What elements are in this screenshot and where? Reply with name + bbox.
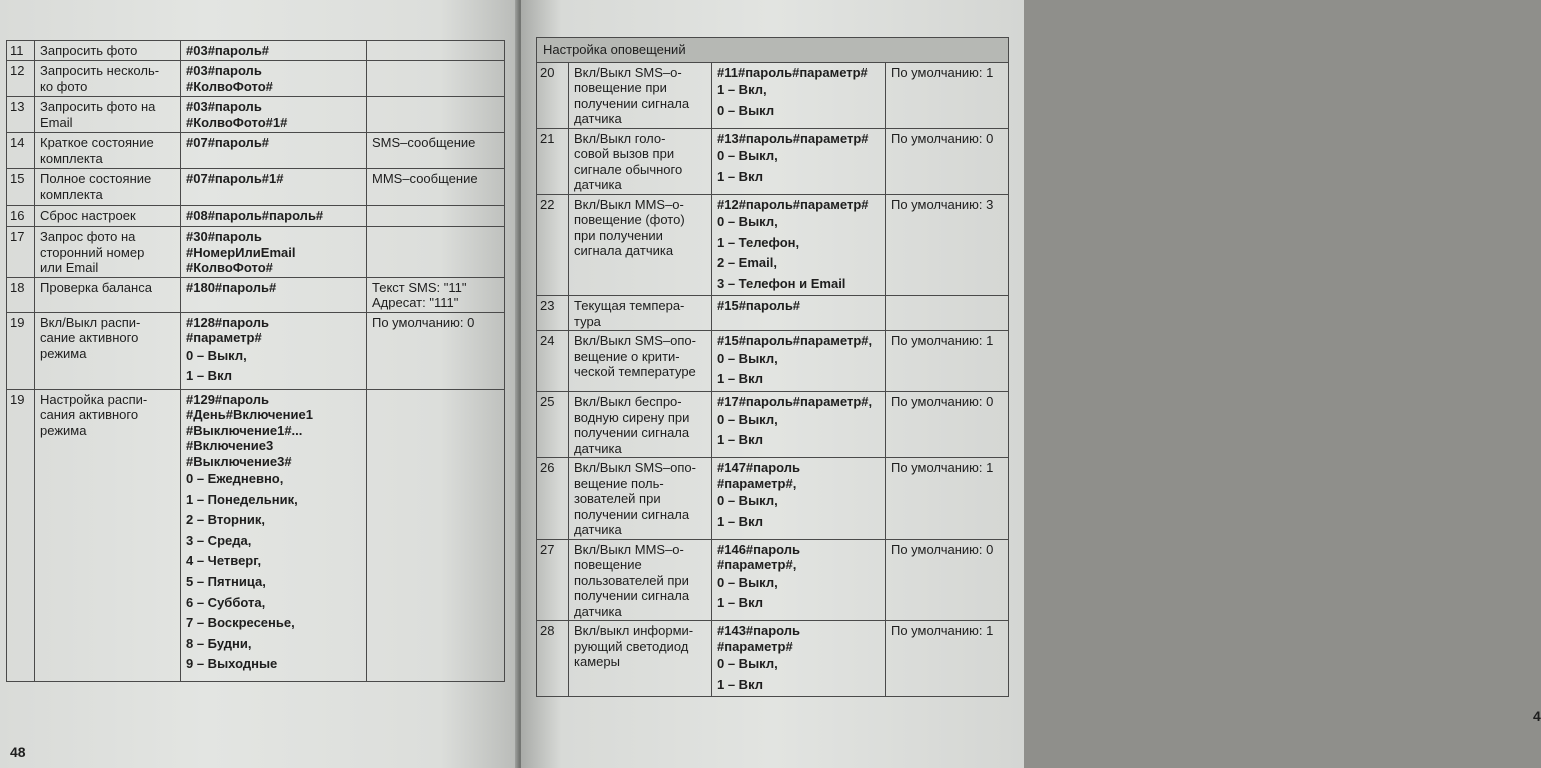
- left-page: [0, 0, 518, 768]
- command-line: #параметр#,: [717, 557, 797, 573]
- table-row: [7, 133, 505, 169]
- command-line: #параметр#,: [717, 475, 797, 491]
- row-number: 25: [537, 392, 569, 458]
- row-command: [181, 97, 367, 133]
- row-number: 18: [7, 277, 35, 312]
- command-line: #143#пароль: [717, 623, 801, 639]
- command-line: #129#пароль: [186, 391, 270, 407]
- table-row: [7, 169, 505, 206]
- option-line: 1 – Вкл: [717, 168, 763, 184]
- row-command: [712, 458, 886, 540]
- row-number: 15: [7, 169, 35, 206]
- row-note: По умолчанию: 1: [886, 62, 1009, 128]
- row-number: 27: [537, 539, 569, 621]
- table-row: [7, 389, 505, 681]
- option-line: 6 – Суббота,: [186, 594, 266, 610]
- row-description: Вкл/Выкл голо- совой вызов при сигнале обычного датчика: [569, 128, 712, 194]
- row-description: Краткое состояние комплекта: [35, 133, 181, 169]
- row-note: По умолчанию: 3: [886, 194, 1009, 296]
- row-command: [181, 61, 367, 97]
- row-number: 19: [7, 312, 35, 389]
- option-line: 1 – Понедельник,: [186, 491, 298, 507]
- option-line: 7 – Воскресенье,: [186, 615, 295, 631]
- row-command: [181, 312, 367, 389]
- command-line: #17#пароль#параметр#,: [717, 394, 873, 410]
- option-line: 0 – Выкл,: [186, 347, 247, 363]
- row-number: 13: [7, 97, 35, 133]
- table-row: [7, 61, 505, 97]
- table-row: [7, 277, 505, 312]
- row-note: SMS–сообщение: [367, 133, 505, 169]
- option-line: 8 – Будни,: [186, 635, 252, 651]
- row-number: 23: [537, 296, 569, 331]
- table-row: [537, 539, 1009, 621]
- command-line: #Включение3: [186, 438, 274, 453]
- command-line: #КолвоФото#: [186, 78, 273, 94]
- table-row: [537, 62, 1009, 128]
- command-line: #12#пароль#параметр#: [717, 196, 869, 212]
- row-description: Вкл/выкл информи- рующий светодиод камеры: [569, 621, 712, 697]
- row-description: Запросить несколь- ко фото: [35, 61, 181, 97]
- row-number: 24: [537, 331, 569, 392]
- option-line: 0 – Выкл: [717, 102, 775, 118]
- command-line: #146#пароль: [717, 541, 801, 557]
- command-line: #03#пароль#: [186, 43, 270, 58]
- row-description: Вкл/Выкл SMS–опо- вещение поль- зователей при получении сигнала датчика: [569, 458, 712, 540]
- table-row: [537, 128, 1009, 194]
- row-command: [181, 227, 367, 278]
- row-note: По умолчанию: 0: [886, 392, 1009, 458]
- option-line: 1 – Вкл: [717, 676, 763, 692]
- command-line: #13#пароль#параметр#: [717, 130, 869, 146]
- row-note: [367, 41, 505, 61]
- command-line: #Выключение1#...: [186, 422, 303, 438]
- option-line: 0 – Выкл,: [717, 350, 778, 366]
- command-line: #Выключение3#: [186, 453, 292, 469]
- row-number: 16: [7, 206, 35, 227]
- page-number: 4: [1533, 708, 1541, 724]
- option-line: 3 – Телефон и Email: [717, 275, 846, 291]
- option-line: 2 – Email,: [717, 255, 777, 271]
- row-command: [712, 194, 886, 296]
- command-line: #НомерИлиEmail: [186, 244, 296, 260]
- option-line: 2 – Вторник,: [186, 512, 265, 528]
- row-command: [712, 392, 886, 458]
- row-note: По умолчанию: 0: [886, 539, 1009, 621]
- command-line: #параметр#: [717, 638, 793, 654]
- option-line: 1 – Вкл,: [717, 82, 767, 97]
- section-title: Настройка оповещений: [537, 38, 1009, 63]
- option-line: 1 – Вкл: [717, 432, 763, 448]
- row-note: По умолчанию: 1: [886, 331, 1009, 392]
- command-line: #КолвоФото#: [186, 260, 273, 275]
- option-line: 4 – Четверг,: [186, 553, 262, 569]
- option-line: 1 – Вкл: [186, 368, 232, 384]
- section-header-row: [537, 38, 1009, 63]
- command-line: #30#пароль: [186, 229, 262, 244]
- option-line: 1 – Телефон,: [717, 234, 800, 250]
- row-description: Вкл/Выкл SMS–о- повещение при получении сигнала датчика: [569, 62, 712, 128]
- command-line: #03#пароль: [186, 63, 262, 78]
- row-number: 20: [537, 62, 569, 128]
- row-number: 17: [7, 227, 35, 278]
- command-line: #11#пароль#параметр#: [717, 64, 868, 80]
- row-command: [181, 389, 367, 681]
- option-line: 0 – Выкл,: [717, 411, 778, 427]
- row-description: Текущая темпера- тура: [569, 296, 712, 331]
- row-description: Вкл/Выкл беспро- водную сирену при получении сигнала датчика: [569, 392, 712, 458]
- row-description: Вкл/Выкл MMS–о- повещение (фото) при получении сигнала датчика: [569, 194, 712, 296]
- option-line: 5 – Пятница,: [186, 573, 266, 589]
- command-line: #147#пароль: [717, 460, 801, 476]
- row-note: [367, 206, 505, 227]
- table-row: [537, 392, 1009, 458]
- table-row: [7, 312, 505, 389]
- row-description: Запросить фото: [35, 41, 181, 61]
- option-line: 0 – Выкл,: [717, 148, 778, 163]
- table-row: [537, 458, 1009, 540]
- commands-table-left: [6, 40, 505, 682]
- command-line: #15#пароль#параметр#,: [717, 333, 873, 349]
- command-line: #15#пароль#: [717, 298, 801, 314]
- option-line: 0 – Ежедневно,: [186, 471, 284, 486]
- row-description: Проверка баланса: [35, 277, 181, 312]
- option-line: 1 – Вкл: [717, 595, 763, 611]
- row-command: [181, 169, 367, 206]
- table-row: [7, 227, 505, 278]
- option-line: 0 – Выкл,: [717, 574, 778, 590]
- row-note: [886, 296, 1009, 331]
- command-line: #07#пароль#1#: [186, 171, 284, 186]
- row-command: [181, 133, 367, 169]
- row-note: [367, 61, 505, 97]
- table-row: [7, 206, 505, 227]
- row-note: По умолчанию: 0: [367, 312, 505, 389]
- row-number: 11: [7, 41, 35, 61]
- option-line: 1 – Вкл: [717, 513, 763, 529]
- row-command: [181, 277, 367, 312]
- row-command: [712, 621, 886, 697]
- command-line: #08#пароль#пароль#: [186, 208, 324, 223]
- table-row: [537, 621, 1009, 697]
- row-note: MMS–сообщение: [367, 169, 505, 206]
- row-note: По умолчанию: 1: [886, 458, 1009, 540]
- command-line: #День#Включение1: [186, 407, 313, 422]
- row-command: [712, 331, 886, 392]
- command-line: #параметр#: [186, 330, 262, 345]
- row-description: Запросить фото на Email: [35, 97, 181, 133]
- row-description: Полное состояние комплекта: [35, 169, 181, 206]
- row-number: 22: [537, 194, 569, 296]
- command-line: #03#пароль: [186, 99, 262, 114]
- row-command: [181, 206, 367, 227]
- command-line: #07#пароль#: [186, 135, 270, 150]
- command-line: #180#пароль#: [186, 279, 277, 295]
- row-number: 26: [537, 458, 569, 540]
- row-command: [712, 539, 886, 621]
- row-command: [181, 41, 367, 61]
- option-line: 3 – Среда,: [186, 532, 252, 548]
- table-row: [537, 296, 1009, 331]
- row-number: 28: [537, 621, 569, 697]
- row-command: [712, 62, 886, 128]
- row-note: [367, 97, 505, 133]
- table-row: [7, 97, 505, 133]
- row-note: Текст SMS: "11" Адресат: "111": [367, 277, 505, 312]
- row-note: [367, 389, 505, 681]
- option-line: 9 – Выходные: [186, 656, 278, 672]
- row-command: [712, 296, 886, 331]
- table-row: [537, 194, 1009, 296]
- table-row: [537, 331, 1009, 392]
- row-number: 12: [7, 61, 35, 97]
- option-line: 0 – Выкл,: [717, 493, 778, 509]
- row-description: Запрос фото на сторонний номер или Email: [35, 227, 181, 278]
- option-line: 0 – Выкл,: [717, 214, 778, 229]
- page-number: 48: [10, 744, 26, 760]
- row-description: Вкл/Выкл SMS–опо- вещение о крити- ческой температуре: [569, 331, 712, 392]
- table-row: [7, 41, 505, 61]
- row-description: Сброс настроек: [35, 206, 181, 227]
- command-line: #128#пароль: [186, 314, 270, 330]
- row-description: Вкл/Выкл MMS–о- повещение пользователей при получении сигнала датчика: [569, 539, 712, 621]
- row-number: 19: [7, 389, 35, 681]
- command-line: #КолвоФото#1#: [186, 114, 288, 130]
- option-line: 0 – Выкл,: [717, 656, 778, 672]
- row-command: [712, 128, 886, 194]
- row-note: [367, 227, 505, 278]
- row-note: По умолчанию: 1: [886, 621, 1009, 697]
- row-number: 14: [7, 133, 35, 169]
- row-number: 21: [537, 128, 569, 194]
- row-note: По умолчанию: 0: [886, 128, 1009, 194]
- row-description: Вкл/Выкл распи- сание активного режима: [35, 312, 181, 389]
- commands-table-right: [536, 37, 1009, 697]
- option-line: 1 – Вкл: [717, 371, 763, 387]
- row-description: Настройка распи- сания активного режима: [35, 389, 181, 681]
